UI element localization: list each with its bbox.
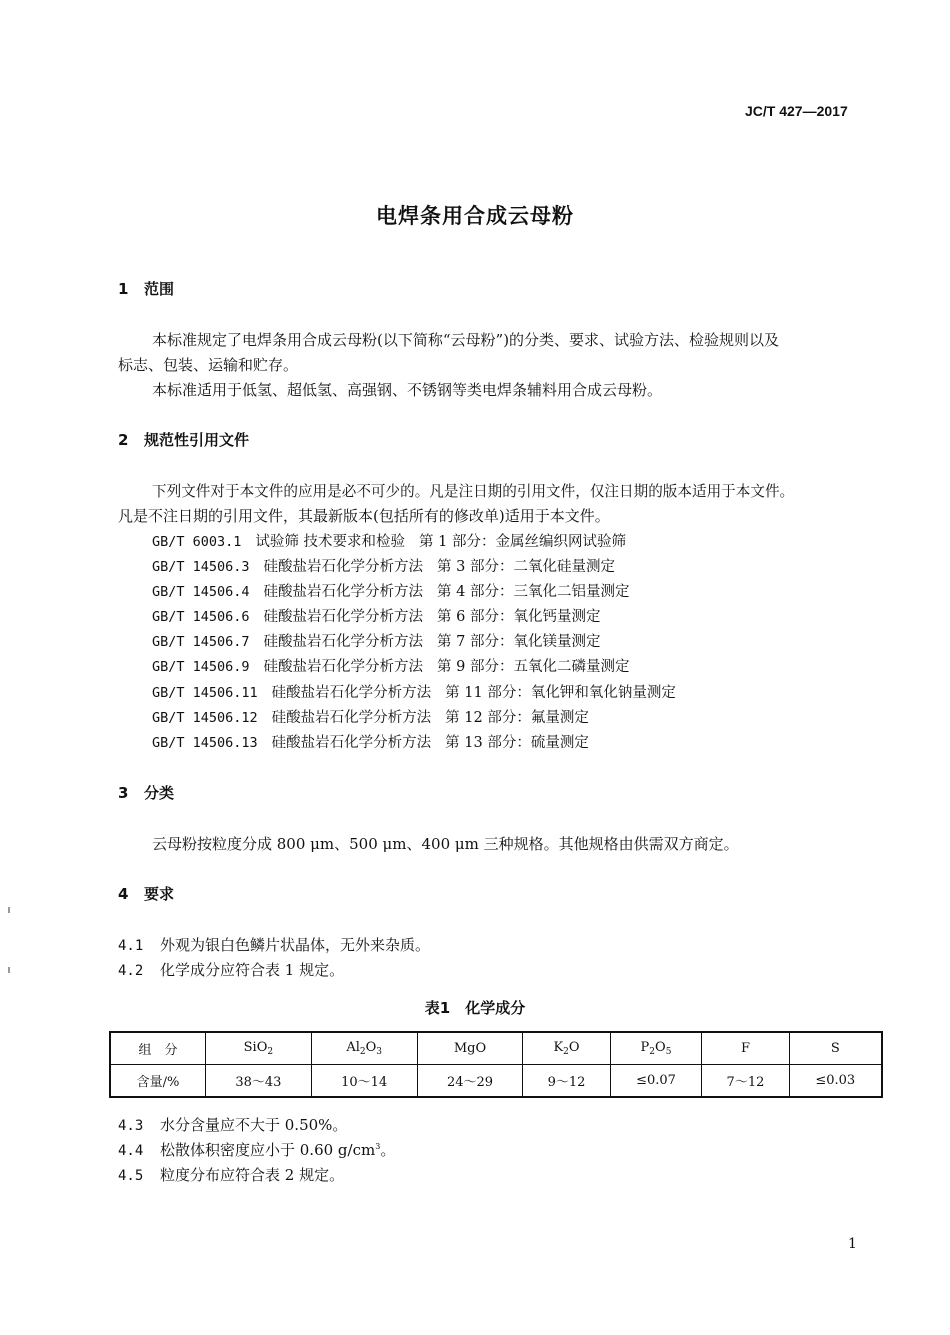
component-f: F — [702, 1032, 789, 1065]
reference-title: 硅酸盐岩石化学分析方法 — [271, 685, 432, 701]
reference-title: 试验筛 技术要求和检验 — [255, 534, 406, 550]
clause-text: 水分含量应不大于 0.50%。 — [160, 1116, 348, 1134]
content-value: ≤0.07 — [610, 1065, 702, 1098]
reference-title: 硅酸盐岩石化学分析方法 — [263, 634, 424, 650]
section-heading-classification — [118, 782, 174, 803]
component-s: S — [789, 1032, 882, 1065]
scan-edge-mark — [8, 967, 10, 973]
reference-item — [152, 530, 626, 551]
table-row-contents — [110, 1065, 882, 1098]
reference-part: 第 6 部分：氧化钙量测定 — [437, 609, 601, 625]
clause-number: 4.4 — [118, 1143, 144, 1159]
reference-part: 第 12 部分：氟量测定 — [445, 710, 589, 726]
content-value: 24～29 — [417, 1065, 523, 1098]
component-sio2: SiO$_2$ — [206, 1032, 312, 1065]
clause-text: 外观为银白色鳞片状晶体，无外来杂质。 — [160, 936, 431, 954]
section-heading-requirements — [118, 883, 174, 904]
clause-text: 粒度分布应符合表 2 规定。 — [160, 1166, 345, 1184]
clause-4-3 — [118, 1114, 347, 1135]
reference-code: GB/T 14506.4 — [152, 584, 250, 600]
clause-4-4 — [118, 1139, 395, 1160]
normative-intro-line: 下列文件对于本文件的应用是必不可少的。凡是注日期的引用文件，仅注日期的版本适用于本文件。 — [152, 483, 795, 500]
reference-title: 硅酸盐岩石化学分析方法 — [271, 735, 432, 751]
section-number: 1 — [118, 280, 129, 298]
component-al2o3: $Al_2O_3$ — [311, 1032, 417, 1065]
table-row-components — [110, 1032, 882, 1065]
reference-title: 硅酸盐岩石化学分析方法 — [263, 609, 424, 625]
reference-part: 第 4 部分：三氧化二铝量测定 — [437, 584, 630, 600]
reference-item — [152, 681, 676, 702]
normative-intro-line: 凡是不注日期的引用文件，其最新版本(包括所有的修改单)适用于本文件。 — [118, 507, 610, 525]
reference-item — [152, 731, 589, 752]
classification-text: 云母粉按粒度分成 800 μm、500 μm、400 μm 三种规格。其他规格由供需双方商定。 — [152, 835, 739, 853]
section-number: 2 — [118, 431, 129, 449]
section-heading-scope — [118, 278, 174, 299]
section-heading-normative-references — [118, 429, 249, 450]
scope-applicability: 本标准适用于低氢、超低氢、高强钢、不锈钢等类电焊条辅料用合成云母粉。 — [152, 381, 663, 399]
clause-number: 4.2 — [118, 963, 144, 979]
row-label-component: 组 分 — [110, 1032, 206, 1065]
reference-title: 硅酸盐岩石化学分析方法 — [263, 584, 424, 600]
document-title: 电焊条用合成云母粉 — [376, 204, 574, 228]
reference-item — [152, 706, 589, 727]
row-label-content: 含量/% — [110, 1065, 206, 1098]
reference-title: 硅酸盐岩石化学分析方法 — [271, 710, 432, 726]
reference-part: 第 13 部分：硫量测定 — [445, 735, 589, 751]
clause-number: 4.5 — [118, 1168, 144, 1184]
content-value: 38～43 — [206, 1065, 312, 1098]
reference-part: 第 11 部分：氧化钾和氧化钠量测定 — [445, 685, 676, 701]
content-value: 10～14 — [311, 1065, 417, 1098]
clause-4-2 — [118, 959, 344, 980]
content-value: ≤0.03 — [789, 1065, 882, 1098]
scope-paragraph-line: 标志、包装、运输和贮存。 — [118, 356, 299, 374]
reference-part: 第 1 部分：金属丝编织网试验筛 — [419, 534, 626, 550]
reference-title: 硅酸盐岩石化学分析方法 — [263, 659, 424, 675]
chemical-composition-table — [109, 1031, 883, 1098]
clause-number: 4.3 — [118, 1118, 144, 1134]
table-1-caption: 表1 化学成分 — [424, 999, 526, 1017]
reference-item — [152, 655, 630, 676]
reference-code: GB/T 14506.11 — [152, 685, 258, 701]
clause-text: 松散体积密度应小于 0.60 g/cm — [160, 1141, 376, 1159]
reference-item — [152, 605, 601, 626]
clause-4-1 — [118, 934, 430, 955]
reference-title: 硅酸盐岩石化学分析方法 — [263, 559, 424, 575]
component-mgo: MgO — [417, 1032, 523, 1065]
page-number: 1 — [848, 1236, 857, 1252]
component-p2o5: $P_2O_5$ — [610, 1032, 702, 1065]
reference-code: GB/T 14506.7 — [152, 634, 250, 650]
superscript: 3 — [375, 1142, 381, 1151]
content-value: 7～12 — [702, 1065, 789, 1098]
component-k2o: $K_2O$ — [523, 1032, 610, 1065]
section-title: 规范性引用文件 — [144, 431, 250, 449]
clause-text-end: 。 — [380, 1141, 396, 1159]
reference-item — [152, 555, 615, 576]
scan-edge-mark — [8, 907, 10, 913]
reference-code: GB/T 14506.6 — [152, 609, 250, 625]
reference-code: GB/T 6003.1 — [152, 534, 242, 550]
section-title: 分类 — [144, 784, 175, 802]
scope-paragraph-line: 本标准规定了电焊条用合成云母粉(以下简称“云母粉”)的分类、要求、试验方法、检验规则以及 — [152, 331, 780, 349]
reference-code: GB/T 14506.12 — [152, 710, 258, 726]
reference-part: 第 9 部分：五氧化二磷量测定 — [437, 659, 630, 675]
reference-item — [152, 630, 601, 651]
clause-number: 4.1 — [118, 938, 144, 954]
content-value: 9～12 — [523, 1065, 610, 1098]
section-number: 4 — [118, 885, 129, 903]
section-title: 范围 — [144, 280, 175, 298]
reference-part: 第 7 部分：氧化镁量测定 — [437, 634, 601, 650]
reference-part: 第 3 部分：二氧化硅量测定 — [437, 559, 615, 575]
reference-item — [152, 580, 630, 601]
reference-code: GB/T 14506.13 — [152, 735, 258, 751]
standard-number: JC/T 427—2017 — [745, 103, 848, 119]
clause-text: 化学成分应符合表 1 规定。 — [160, 961, 345, 979]
reference-code: GB/T 14506.9 — [152, 659, 250, 675]
section-title: 要求 — [144, 885, 175, 903]
section-number: 3 — [118, 784, 129, 802]
clause-4-5 — [118, 1164, 344, 1185]
reference-code: GB/T 14506.3 — [152, 559, 250, 575]
